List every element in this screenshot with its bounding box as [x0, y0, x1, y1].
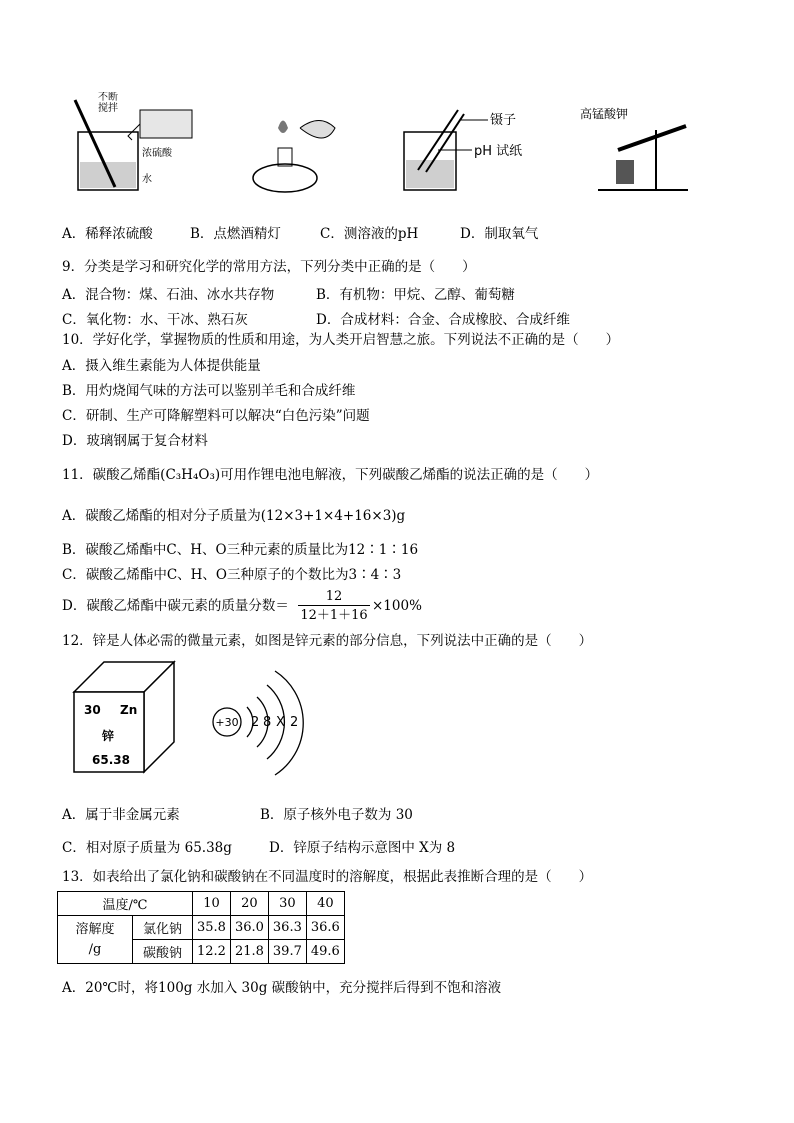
q11-option-c: C．碳酸乙烯酯中C、H、O三种原子的个数比为3∶4∶3 [62, 567, 402, 583]
table-cell: 35.8 [193, 916, 231, 940]
q10-option-a: A．摄入维生素能为人体提供能量 [62, 358, 261, 374]
atomic-mass: 65.38 [92, 753, 130, 767]
q9-option-b: B．有机物：甲烷、乙醇、葡萄糖 [316, 287, 515, 303]
q9-option-d: D．合成材料：合金、合成橡胶、合成纤维 [316, 312, 570, 328]
shell-3-electrons: X [276, 715, 285, 730]
element-name: 锌 [102, 729, 115, 743]
q9-option-a: A．混合物：煤、石油、冰水共存物 [62, 287, 275, 303]
table-cell: 49.6 [306, 940, 344, 964]
temp-header: 温度/℃ [58, 892, 193, 916]
tweezers-label: 镊子 [490, 113, 517, 128]
caption-d: D．制取氧气 [460, 226, 539, 242]
q11-option-a: A．碳酸乙烯酯的相对分子质量为(12×3+1×4+16×3)g [62, 508, 406, 524]
temp-20: 20 [230, 892, 268, 916]
q13-option-a: A．20℃时，将100g 水加入 30g 碳酸钠中，充分搅拌后得到不饱和溶液 [62, 980, 502, 996]
temp-10: 10 [193, 892, 231, 916]
solubility-group-label: 溶解度 /g [58, 916, 133, 964]
acid-bottle [140, 110, 192, 138]
q10-option-d: D．玻璃钢属于复合材料 [62, 433, 208, 449]
figure-dilute-acid [60, 92, 210, 202]
element-symbol: Zn [120, 703, 138, 717]
second-lamp [300, 121, 335, 139]
fraction-numerator: 12 [298, 589, 370, 606]
table-cell: 36.3 [268, 916, 306, 940]
lamp-body [253, 164, 317, 192]
shell-4-electrons: 2 [290, 715, 299, 730]
caption-b: B．点燃酒精灯 [190, 226, 281, 242]
table-row [58, 916, 345, 940]
water-label: 水 [142, 174, 152, 185]
table-cell: 36.6 [306, 916, 344, 940]
q12-option-a: A．属于非金属元素 [62, 807, 180, 823]
q9-option-c: C．氧化物：水、干冰、熟石灰 [62, 312, 248, 328]
shell-1-electrons: 2 [251, 715, 260, 730]
acid-label: 浓硫酸 [142, 148, 172, 159]
row-label-na2co3: 碳酸钠 [133, 940, 193, 964]
fraction-denominator: 12＋1＋16 [300, 608, 368, 623]
table-cell: 21.8 [230, 940, 268, 964]
solubility-table [57, 891, 345, 964]
table-cell: 12.2 [193, 940, 231, 964]
temp-40: 40 [306, 892, 344, 916]
figure-ph-test [398, 100, 558, 200]
figure-oxygen [578, 102, 698, 200]
q10-option-c: C．研制、生产可降解塑料可以解决“白色污染”问题 [62, 408, 370, 424]
q11-stem: 11．碳酸乙烯酯(C₃H₄O₃)可用作锂电池电解液，下列碳酸乙烯酯的说法正确的是（ ） [62, 467, 599, 483]
ph-paper-label: pH 试纸 [474, 144, 523, 159]
table-header-row [58, 892, 345, 916]
atomic-number: 30 [84, 703, 101, 717]
q11-option-d [62, 597, 289, 615]
fraction-suffix: ×100% [372, 598, 422, 614]
q13-stem: 13．如表给出了氯化钠和碳酸钠在不同温度时的溶解度，根据此表推断合理的是（ ） [62, 869, 593, 885]
nucleus-charge: +30 [215, 716, 239, 729]
q12-stem: 12．锌是人体必需的微量元素，如图是锌元素的部分信息，下列说法中正确的是（ ） [62, 633, 593, 649]
q11-option-d-prefix: D．碳酸乙烯酯中碳元素的质量分数＝ [62, 598, 289, 614]
q11-option-b: B．碳酸乙烯酯中C、H、O三种元素的质量比为12∶1∶16 [62, 542, 419, 558]
q12-option-c: C．相对原子质量为 65.38g [62, 840, 232, 856]
shell-2-electrons: 8 [263, 715, 272, 730]
q9-stem: 9．分类是学习和研究化学的常用方法，下列分类中正确的是（ ） [62, 259, 476, 275]
test-tube [618, 126, 686, 150]
zn-atom-diagram [205, 665, 315, 785]
table-cell: 39.7 [268, 940, 306, 964]
burner [616, 160, 634, 184]
flame [278, 121, 288, 134]
table-cell: 36.0 [230, 916, 268, 940]
kmno4-label: 高锰酸钾 [580, 107, 629, 121]
temp-30: 30 [268, 892, 306, 916]
element-cell-zn [70, 658, 180, 774]
stir-label: 不断搅拌 [98, 92, 118, 114]
caption-c: C．测溶液的pH [320, 226, 419, 242]
q12-option-b: B．原子核外电子数为 30 [260, 807, 413, 823]
q10-stem: 10．学好化学，掌握物质的性质和用途，为人类开启智慧之旅。下列说法不正确的是（ ） [62, 332, 620, 348]
q10-option-b: B．用灼烧闻气味的方法可以鉴别羊毛和合成纤维 [62, 383, 356, 399]
caption-a: A．稀释浓硫酸 [62, 226, 153, 242]
q12-option-d: D．锌原子结构示意图中 X为 8 [269, 840, 456, 856]
figure-alcohol-lamp [240, 98, 350, 203]
row-label-nacl: 氯化钠 [133, 916, 193, 940]
